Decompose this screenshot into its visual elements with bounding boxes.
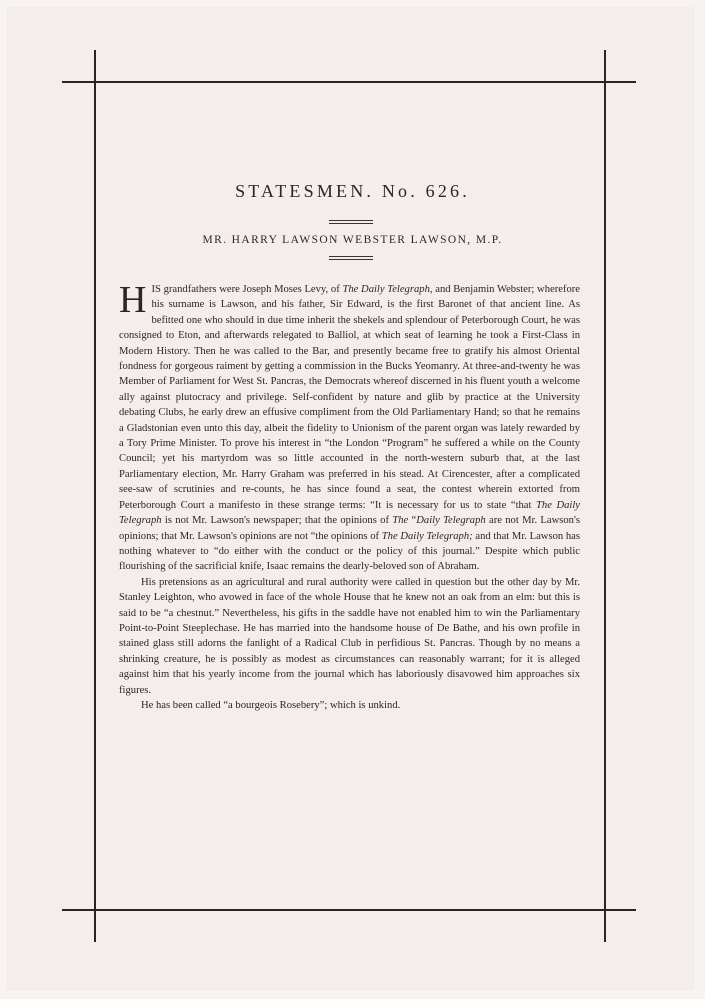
text-run: and that Mr. Lawson has nothing whatever to “do either with the conduct or the policy of this journal.” Despite which public flourishing of the sacrificial knife, Isaac remains the dearly-beloved son of Abraham. [119,530,580,573]
italic-run: The Daily Telegraph; [381,530,473,542]
text-run: IS grandfathers were Joseph Moses Levy, of [151,284,343,295]
paragraph-1 [119,279,581,575]
text-run: “ [408,515,417,527]
italic-run: The Daily Telegraph [119,499,580,527]
page-title: STATESMEN. No. 626. [235,181,470,201]
italic-run: The Daily Telegraph [342,284,430,295]
page-subtitle: MR. HARRY LAWSON WEBSTER LAWSON, M.P. [202,234,503,246]
article-body [119,279,581,713]
text-run: , and Benjamin Webster; wherefore his surname is Lawson, and his father, Sir Edward, is the first Baronet of that ancient line. As befitted one who should in due time inherit the shekels and splendour of Peterborough Court, he was consigned to Eton, and afterwards relegated to Balliol, at which seat of learning he took a First-Class in Modern History. Then he was called to the Bar, and presently became free to gratify his almost Oriental fondness for gorgeous raiment by getting a commission in the Bucks Yeomanry. At three-and-twenty he was Member of Parliament for West St. Pancras, the Democrats whereof discerned in his fluent youth a welcome ally against plutocracy and privilege. Self-confident by nature and glib by practice at the University debating Clubs, he early drew an effusive compliment from the Old Parliamentary Hand; so that he remains a Gladstonian even unto this day, albeit the fidelity to Unionism of the parent organ was lately rewarded by a Tory Prime Minister. To prove his interest in “the London “Program” he suffered a while on the County Council; yet his martyrdom was so little accounted in the north-western suburb that, at the last Parliamentary election, Mr. Harry Graham was preferred in his stead. At Cirencester, after a complicated see-saw of scrutinies and re-counts, he has since found a seat, the contest wherein extorted from Peterborough Court a manifesto in these strange terms: “It is necessary for us to state “that [119,284,580,511]
title-divider-lower [329,223,373,224]
frame-top-rule [62,81,636,83]
paragraph-3: He has been called “a bourgeois Rosebery”; which is unkind. [141,699,401,711]
subtitle-divider-lower [329,259,373,260]
paragraph-2: His pretensions as an agricultural and rural authority were called in question but the other day by Mr. Stanley Leighton, who avowed in face of the whole House that he knew not an oak from an elm: but this is said to be “a chestnut.” Nevertheless, his gifts in the saddle have not enabled him to win the Parliamentary Point-to-Point Steeplechase. He has married into the handsome house of De Bathe, and his own profile in stained glass still adorns the fanlight of a Radical Club in perfidious St. Pancras. Though by no means a shrinking creature, he is possibly as modest as circumstances can reasonably warrant; for it is alleged against him that his yearly income from the journal which has laboriously disavowed him approaches six figures. [119,576,580,696]
title-divider-upper [329,220,373,221]
subtitle-divider-upper [329,256,373,257]
italic-run: The [392,515,409,527]
paragraph-1-text [119,279,581,573]
drop-cap: H [119,279,147,321]
frame-bottom-rule [62,909,636,911]
italic-run: Daily Telegraph [416,515,486,527]
text-run: is not Mr. Lawson's newspaper; that the opinions of [161,515,393,527]
text-run: are not Mr. Lawson's opinions; that Mr. Lawson's opinions are not “the opinions of [119,515,581,542]
